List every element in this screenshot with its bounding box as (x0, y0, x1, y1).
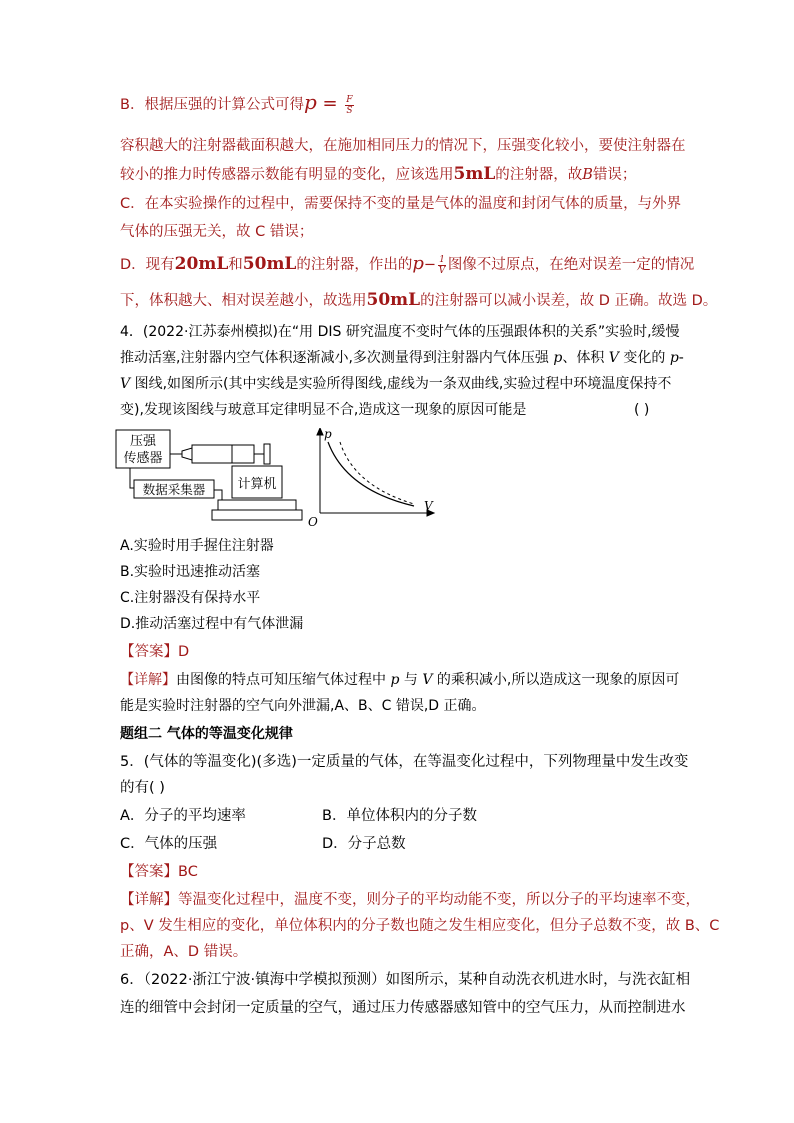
p-axis-arrow (317, 428, 323, 435)
d-l1a: D．现有 (120, 257, 175, 273)
q5-line-1: 5．(气体的等温变化)(多选)一定质量的气体，在等温变化过程中，下列物理量中发生改变 (120, 754, 689, 770)
d-20ml: 20mL (174, 254, 229, 274)
b-l3c: 的注射器，故 (495, 167, 583, 183)
q4-v2: V (120, 376, 131, 392)
detail-text-a: 由图像的特点可知压缩气体过程中 (176, 672, 391, 688)
detail-text: 等温变化过程中，温度不变，则分子的平均动能不变，所以分子的平均速率不变， (178, 892, 700, 908)
q4-answer-paren: ( ) (634, 402, 650, 418)
answer-label: 【答案】 (120, 644, 178, 660)
d-line-2 (120, 290, 717, 311)
answer-value: D (178, 644, 190, 660)
answer-value: BC (178, 864, 198, 880)
q4-l2a: 推动活塞,注射器内空气体积逐渐减小,多次测量得到注射器内气体压强 (120, 350, 554, 366)
axis-p-label: p (324, 428, 332, 441)
q5-line-2: 的有( ) (120, 780, 165, 796)
q6-line-1: 6．（2022·浙江宁波·镇海中学模拟预测）如图所示，某种自动洗衣机进水时，与洗衣缸相 (120, 972, 691, 988)
q6-line-2: 连的细管中会封闭一定质量的空气，通过压力传感器感知管中的空气压力，从而控制进水 (120, 1000, 686, 1016)
q5-answer (120, 862, 198, 882)
d-l1c: 和 (228, 257, 243, 273)
syringe-handle (264, 444, 270, 464)
detail-p: p (390, 672, 400, 688)
q4-figure (114, 428, 444, 528)
q4-line-3 (120, 374, 671, 394)
collector-label: 数据采集器 (142, 482, 206, 497)
q5-option-c: C．气体的压强 (120, 836, 218, 852)
pv-graph (308, 428, 434, 528)
q4-p: p (553, 350, 563, 366)
formula-eq: = (316, 93, 344, 114)
d-p: p (412, 253, 424, 274)
formula-p: p (303, 90, 317, 114)
computer-stand (212, 510, 302, 520)
b-l3e: 错误； (592, 167, 637, 183)
syringe-barrel (192, 445, 254, 463)
axis-v-label: V (424, 499, 433, 513)
q4-option-d: D.推动活塞过程中有气体泄漏 (120, 616, 304, 632)
q4-option-a: A.实验时用手握住注射器 (120, 538, 274, 554)
formula-den: S (346, 105, 353, 116)
detail-text-e: 的乘积减小,所以造成这一现象的原因可 (432, 672, 680, 688)
b-formula-line (120, 92, 356, 116)
q4-option-c: C.注射器没有保持水平 (120, 590, 261, 606)
b-line-3 (120, 164, 636, 185)
formula-fraction (345, 95, 353, 116)
b-5ml: 5mL (453, 164, 496, 184)
group-heading: 题组二 气体的等温变化规律 (120, 726, 293, 742)
q5-option-d: D．分子总数 (322, 836, 406, 852)
q4-option-b: B.实验时迅速推动活塞 (120, 564, 261, 580)
answer-label: 【答案】 (120, 864, 178, 880)
q5-detail-3: 正确，A、D 错误。 (120, 944, 248, 960)
q4-detail-1 (120, 670, 679, 690)
q4-line-1: 4．(2022·江苏泰州模拟)在“用 DIS 研究温度不变时气体的压强跟体积的关系”实验时,缓慢 (120, 324, 680, 340)
detail-text-c: 与 (399, 672, 423, 688)
d-fraction (438, 255, 446, 276)
b-formula-text: B．根据压强的计算公式可得 (120, 97, 304, 113)
q4-line-4: 变),发现该图线与玻意耳定律明显不合,造成这一现象的原因可能是 (120, 402, 527, 418)
d-num: 1 (439, 254, 445, 265)
d-l2a: 下，体积越大、相对误差越小，故选用 (120, 293, 367, 309)
detail-label: 【详解】 (120, 672, 176, 688)
computer-label: 计算机 (237, 477, 277, 492)
q4-l2c: 、体积 (562, 350, 609, 366)
computer-base (218, 500, 296, 510)
d-den: V (438, 265, 446, 276)
syringe-tip (182, 448, 192, 460)
d-line-1 (120, 254, 694, 276)
detail-label: 【详解】 (120, 892, 178, 908)
d-dash: − (423, 257, 437, 273)
detail-v: V (422, 672, 433, 688)
q4-line-2 (120, 348, 684, 368)
d-50ml: 50mL (242, 254, 297, 274)
q5-option-b: B．单位体积内的分子数 (322, 808, 477, 824)
c-line-2: 气体的压强无关，故 C 错误； (120, 224, 314, 240)
formula-num: F (346, 94, 353, 105)
d-l1e: 的注射器，作出的 (296, 257, 413, 273)
d-50ml-2: 50mL (366, 290, 421, 310)
q4-p2: p (669, 350, 679, 366)
q4-v: V (608, 350, 619, 366)
experiment-curve (328, 442, 414, 506)
q5-detail-1 (120, 890, 700, 910)
b-l3a: 较小的推力时传感器示数能有明显的变化，应该选用 (120, 167, 454, 183)
sensor-label-1: 压强 (129, 434, 157, 449)
q4-dash: - (678, 350, 684, 366)
apparatus-diagram (116, 430, 302, 520)
q5-detail-2: p、V 发生相应的变化，单位体积内的分子数也随之发生相应变化，但分子总数不变，故 B、C (120, 918, 720, 934)
c-line-1: C．在本实验操作的过程中，需要保持不变的量是气体的温度和封闭气体的质量，与外界 (120, 196, 682, 212)
q4-answer (120, 642, 189, 662)
q4-l3b: 图线,如图所示(其中实线是实验所得图线,虚线为一条双曲线,实验过程中环境温度保持不 (130, 376, 672, 392)
q4-l2e: 变化的 (618, 350, 670, 366)
d-l1j: 图像不过原点，在绝对误差一定的情况 (447, 257, 695, 273)
q4-detail-2: 能是实验时注射器的空气向外泄漏,A、B、C 错误,D 正确。 (120, 698, 486, 714)
hyperbola-curve (340, 442, 414, 504)
sensor-label-2: 传感器 (123, 451, 163, 466)
origin-label: O (308, 515, 318, 528)
cable-1 (130, 468, 134, 488)
q5-option-a: A．分子的平均速率 (120, 808, 246, 824)
d-l2c: 的注射器可以减小误差，故 D 正确。故选 D。 (420, 293, 718, 309)
b-l3d: B (582, 167, 593, 183)
b-line-2: 容积越大的注射器截面积越大，在施加相同压力的情况下，压强变化较小，要使注射器在 (120, 138, 686, 154)
